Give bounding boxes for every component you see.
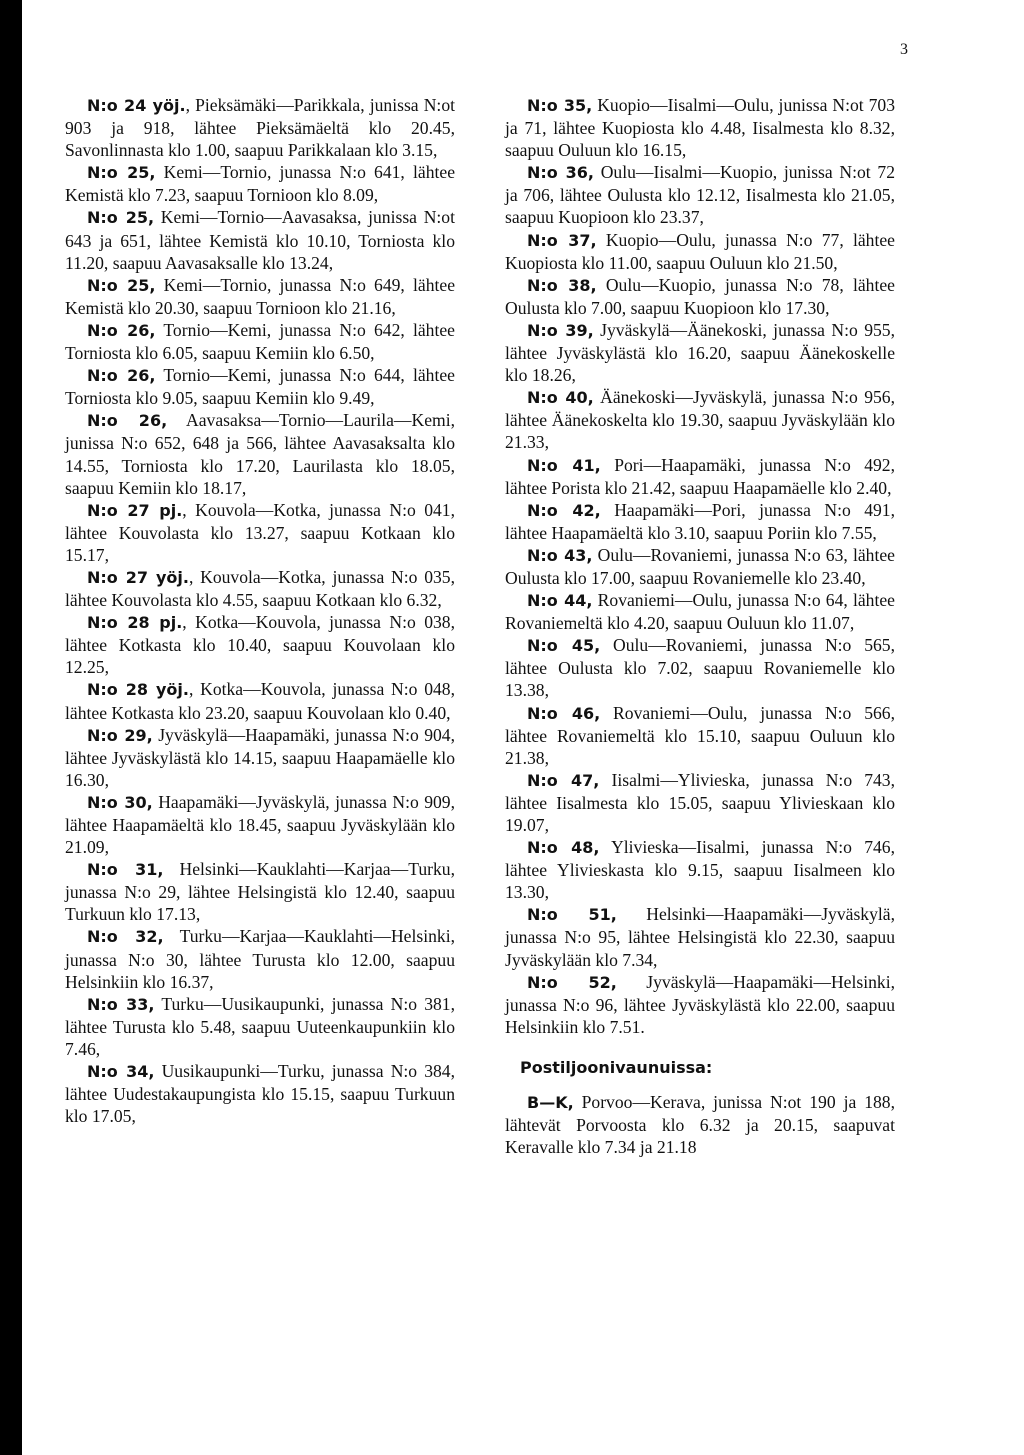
route-number: N:o 48,: [527, 838, 600, 858]
route-number: N:o 45,: [527, 636, 601, 656]
route-details: Oulu—Iisalmi—Kuopio, junissa N:ot 72 ja 706, lähtee Oulusta klo 12.12, Iisalmesta klo 21.05, saapuu Kuopioon klo 23.37,: [505, 162, 895, 228]
route-entry: [505, 94, 895, 161]
route-details: Iisalmi—Ylivieska, junassa N:o 743, lähtee Iisalmesta klo 15.05, saapuu Ylivieskaan klo 19.07,: [505, 769, 895, 835]
route-details: Oulu—Rovaniemi, junassa N:o 565, lähtee Oulusta klo 7.02, saapuu Rovaniemelle klo 13.38,: [505, 635, 895, 701]
route-details: Rovaniemi—Oulu, junassa N:o 64, lähtee Rovaniemeltä klo 4.20, saapuu Ouluun klo 11.07,: [505, 590, 895, 634]
route-entry: [65, 364, 455, 409]
route-number: N:o 30,: [87, 792, 153, 812]
route-number: N:o 26,: [87, 411, 168, 431]
route-number: N:o 37,: [527, 230, 597, 250]
route-details: Ylivieska—Iisalmi, junassa N:o 746, lähtee Ylivieskasta klo 9.15, saapuu Iisalmeen klo 13.30,: [505, 837, 895, 903]
route-number: N:o 35,: [527, 96, 593, 115]
route-entry: [505, 903, 895, 970]
route-details: Turku—Karjaa—Kauklahti—Helsinki, junassa N:o 30, lähtee Turusta klo 12.00, saapuu Helsinkiin klo 16.37,: [65, 926, 455, 992]
route-number: N:o 27 yöj.: [87, 567, 189, 587]
route-details: , Kouvola—Kotka, junassa N:o 035, lähtee Kouvolasta klo 4.55, saapuu Kotkaan klo 6.32,: [65, 566, 456, 611]
route-entry: [505, 319, 895, 386]
route-entry: [65, 1060, 455, 1127]
route-details: Tornio—Kemi, junassa N:o 644, lähtee Torniosta klo 9.05, saapuu Kemiin klo 9.49,: [65, 365, 455, 409]
route-number: N:o 42,: [527, 500, 601, 520]
route-entry: [505, 971, 895, 1038]
route-number: N:o 25,: [87, 208, 155, 228]
route-entry: [505, 499, 895, 544]
left-column: [65, 94, 455, 1127]
route-details: Helsinki—Kauklahti—Karjaa—Turku, junassa N:o 29, lähtee Helsingistä klo 12.40, saapuu Turkuun klo 17.13,: [65, 859, 455, 925]
route-details: Jyväskylä—Äänekoski, junassa N:o 955, lähtee Jyväskylästä klo 16.20, saapuu Äänekoskelle klo 18.26,: [505, 319, 895, 386]
route-details: Oulu—Rovaniemi, junassa N:o 63, lähtee Oulusta klo 17.00, saapuu Rovaniemelle klo 23.40,: [505, 544, 895, 588]
route-details: Helsinki—Haapamäki—Jyväskylä, junassa N:o 95, lähtee Helsingistä klo 22.30, saapuu Jyväskylään klo 7.34,: [505, 904, 895, 970]
route-entry: [505, 1091, 895, 1158]
route-entry: [505, 634, 895, 701]
route-entry: [505, 544, 895, 589]
route-number: N:o 26,: [87, 320, 156, 340]
route-number: N:o 40,: [527, 388, 594, 408]
route-entry: [65, 791, 455, 858]
route-number: N:o 52,: [527, 972, 617, 992]
route-entry: [65, 858, 455, 925]
route-number: N:o 41,: [527, 455, 601, 475]
route-entry: [65, 409, 455, 498]
route-number: N:o 29,: [87, 725, 153, 745]
route-entry: [65, 161, 455, 206]
route-details: Jyväskylä—Haapamäki—Helsinki, junassa N:o 96, lähtee Jyväskylästä klo 22.00, saapuu Helsinkiin klo 7.51.: [505, 971, 895, 1037]
route-details: Kuopio—Oulu, junassa N:o 77, lähtee Kuopiosta klo 11.00, saapuu Ouluun klo 21.50,: [505, 229, 895, 273]
route-details: Kemi—Tornio, junassa N:o 641, lähtee Kemistä klo 7.23, saapuu Tornioon klo 8.09,: [65, 162, 455, 206]
route-number: N:o 38,: [527, 275, 597, 295]
route-number: N:o 27 pj.: [87, 500, 183, 520]
route-details: , Kotka—Kouvola, junassa N:o 048, lähtee Kotkasta klo 23.20, saapuu Kouvolaan klo 0.40,: [65, 679, 456, 723]
route-number: N:o 25,: [87, 275, 156, 295]
route-number: N:o 47,: [527, 770, 600, 790]
scan-edge-bar: [0, 0, 22, 1455]
route-entry: [505, 386, 895, 453]
page-number: 3: [900, 41, 908, 58]
route-number: N:o 34,: [87, 1062, 155, 1082]
route-number: N:o 24 yöj.: [87, 96, 186, 115]
route-number: N:o 32,: [87, 927, 164, 947]
route-details: Jyväskylä—Haapamäki, junassa N:o 904, lähtee Jyväskylästä klo 14.15, saapuu Haapamäelle klo 16.30,: [65, 724, 455, 790]
route-number: N:o 31,: [87, 860, 164, 880]
route-number: N:o 43,: [527, 545, 593, 565]
route-number: N:o 44,: [527, 591, 593, 611]
route-details: Rovaniemi—Oulu, junassa N:o 566, lähtee Rovaniemeltä klo 15.10, saapuu Ouluun klo 21.38,: [505, 702, 895, 768]
route-details: Äänekoski—Jyväskylä, junassa N:o 956, lähtee Äänekoskelta klo 19.30, saapuu Jyväskylään klo 21.33,: [505, 387, 895, 453]
route-details: Tornio—Kemi, junassa N:o 642, lähtee Torniosta klo 6.05, saapuu Kemiin klo 6.50,: [65, 319, 455, 364]
route-details: Turku—Uusikaupunki, junassa N:o 381, lähtee Turusta klo 5.48, saapuu Uuteenkaupunkiin klo 7.46,: [65, 993, 455, 1059]
route-entry: [505, 702, 895, 769]
route-details: Uusikaupunki—Turku, junassa N:o 384, lähtee Uudestakaupungista klo 15.15, saapuu Turkuun klo 17.05,: [65, 1061, 456, 1127]
route-details: Kuopio—Iisalmi—Oulu, junissa N:ot 703 ja 71, lähtee Kuopiosta klo 4.48, Iisalmesta klo 8.32, saapuu Ouluun klo 16.15,: [505, 95, 895, 161]
route-details: Haapamäki—Pori, junassa N:o 491, lähtee Haapamäeltä klo 3.10, saapuu Poriin klo 7.55,: [505, 499, 895, 543]
route-entry: [65, 319, 455, 364]
route-number: N:o 33,: [87, 994, 155, 1014]
route-entry: [505, 589, 895, 634]
route-details: , Kotka—Kouvola, junassa N:o 038, lähtee Kotkasta klo 10.40, saapuu Kouvolaan klo 12.25,: [65, 612, 456, 678]
route-entry: [505, 161, 895, 228]
route-number: N:o 28 yöj.: [87, 680, 189, 700]
route-number: N:o 39,: [527, 320, 594, 340]
route-details: Pori—Haapamäki, junassa N:o 492, lähtee Porista klo 21.42, saapuu Haapamäelle klo 2.40,: [505, 454, 895, 498]
route-entry: [65, 925, 455, 992]
route-entry: [65, 611, 455, 678]
route-entry: [505, 836, 895, 903]
route-entry: [505, 229, 895, 274]
route-number: N:o 25,: [87, 163, 156, 183]
route-details: Haapamäki—Jyväskylä, junassa N:o 909, lähtee Haapamäeltä klo 18.45, saapuu Jyväskylään klo 21.09,: [65, 791, 455, 858]
route-entry: [65, 566, 455, 611]
route-details: Oulu—Kuopio, junassa N:o 78, lähtee Oulusta klo 7.00, saapuu Kuopioon klo 17.30,: [505, 274, 895, 318]
route-entry: [65, 724, 455, 791]
route-entry: [65, 499, 455, 566]
route-entry: [505, 769, 895, 836]
route-details: Porvoo—Kerava, junissa N:ot 190 ja 188, lähtevät Porvoosta klo 6.32 ja 20.15, saapuvat Keravalle klo 7.34 ja 21.18: [505, 1092, 895, 1158]
route-entry: [505, 274, 895, 319]
section-heading: Postiljoonivaunuissa:: [520, 1057, 713, 1077]
route-details: , Pieksämäki—Parikkala, junissa N:ot 903 ja 918, lähtee Pieksämäeltä klo 20.45, Savonlinnasta klo 1.00, saapuu Parikkalaan klo 3.15,: [65, 95, 456, 161]
route-number: B—K,: [527, 1093, 574, 1113]
route-details: Kemi—Tornio, junassa N:o 649, lähtee Kemistä klo 20.30, saapuu Tornioon klo 21.16,: [65, 274, 455, 318]
route-number: N:o 28 pj.: [87, 613, 183, 633]
route-number: N:o 36,: [527, 163, 595, 183]
route-entry: [65, 94, 455, 161]
route-number: N:o 26,: [87, 366, 156, 386]
right-column: [505, 94, 895, 1158]
route-details: , Kouvola—Kotka, junassa N:o 041, lähtee Kouvolasta klo 13.27, saapuu Kotkaan klo 15.17,: [65, 499, 456, 565]
route-entry: [65, 274, 455, 319]
route-number: N:o 51,: [527, 905, 617, 925]
route-number: N:o 46,: [527, 703, 601, 723]
route-details: Kemi—Tornio—Aavasaksa, junissa N:ot 643 ja 651, lähtee Kemistä klo 10.10, Torniosta klo 11.20, saapuu Aavasaksalle klo 13.24,: [65, 207, 455, 273]
route-details: Aavasaksa—Tornio—Laurila—Kemi, junissa N:o 652, 648 ja 566, lähtee Aavasaksalta klo 14.55, Torniosta klo 17.20, Laurilasta klo 18.05, saapuu Kemiin klo 18.17,: [65, 410, 455, 498]
route-entry: [505, 454, 895, 499]
route-entry: [65, 678, 455, 723]
route-entry: [65, 993, 455, 1060]
route-entry: [65, 206, 455, 273]
